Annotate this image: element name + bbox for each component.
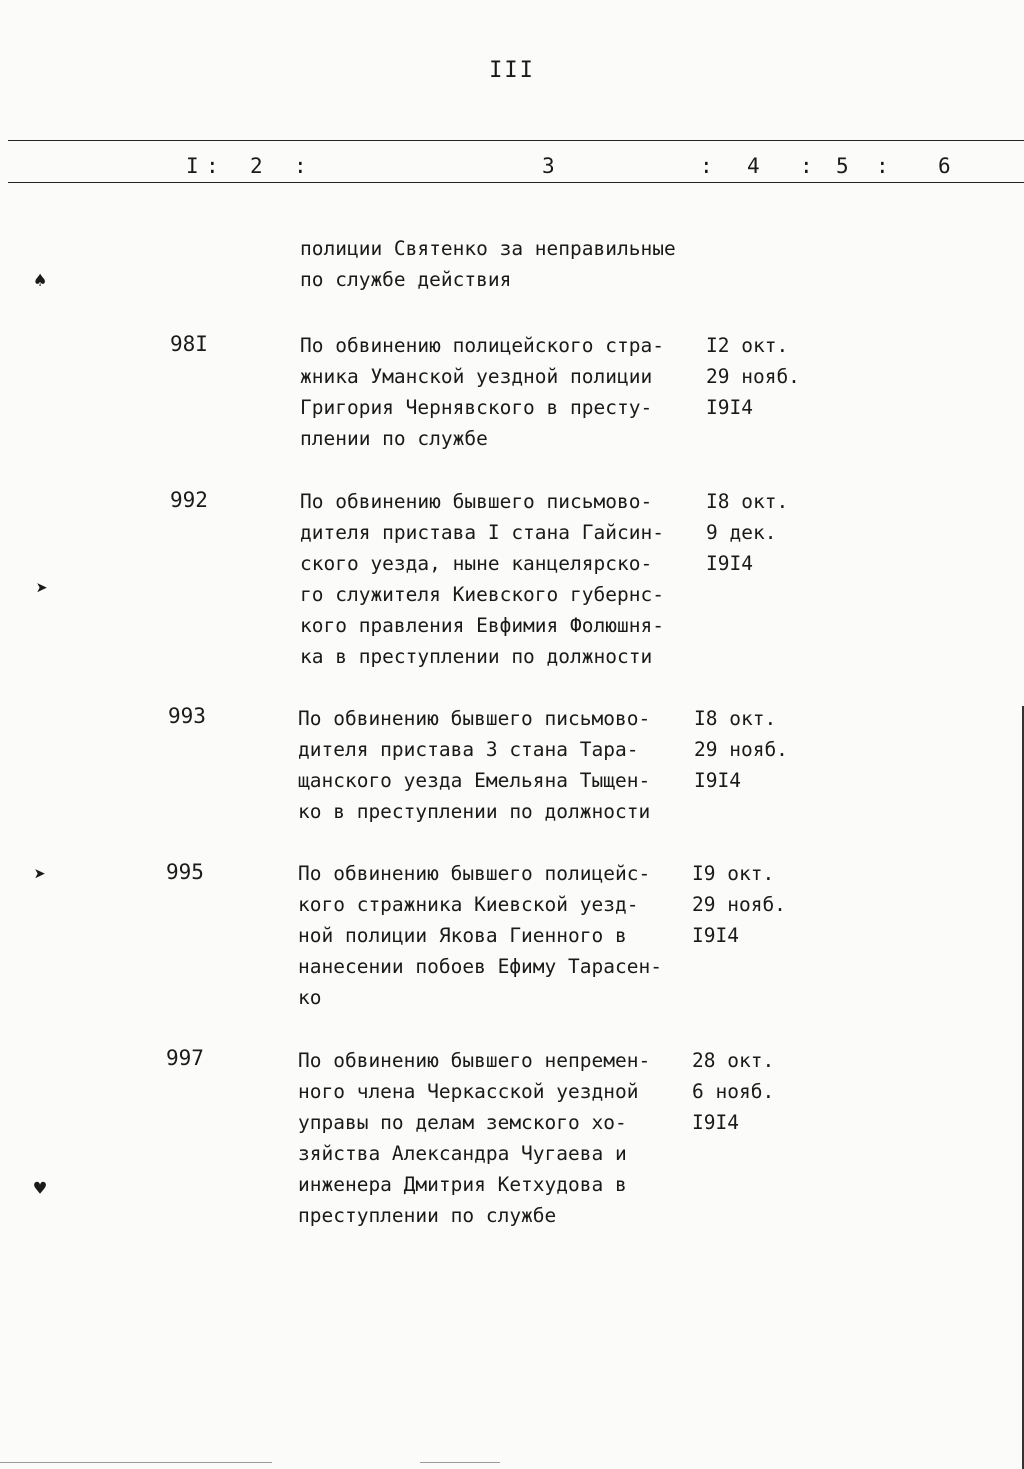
column-header-6: 6 (938, 154, 951, 178)
entry-number: 993 (168, 704, 206, 728)
column-separator: : (206, 154, 219, 178)
entry-number: 98I (170, 332, 208, 356)
binding-hole-mark: ♥ (34, 1176, 47, 1200)
column-header-3: 3 (542, 154, 555, 178)
page-bottom-line (0, 1462, 272, 1463)
binding-hole-mark: ♠ (34, 268, 47, 292)
column-header-2: 2 (250, 154, 263, 178)
column-separator: : (700, 154, 713, 178)
entry-dates: I8 окт. 9 дек. I9I4 (706, 490, 789, 575)
page-bottom-line (420, 1462, 500, 1463)
column-separator: : (800, 154, 813, 178)
column-separator: : (876, 154, 889, 178)
column-header-4: 4 (747, 154, 760, 178)
binding-hole-mark: ➤ (34, 862, 47, 886)
entry-description: полиции Святенко за неправильные по службе действия (300, 237, 676, 291)
entry-dates: I9 окт. 29 нояб. I9I4 (692, 862, 786, 947)
binding-hole-mark: ➤ (36, 576, 49, 600)
entry-description: По обвинению полицейского стра- жника Уманской уездной полиции Григория Чернявского в престу- плении по службе (300, 334, 664, 450)
entry-description: По обвинению бывшего письмово- дителя пристава I стана Гайсин- ского уезда, ныне канцелярско- го служителя Киевского губернс- кого правления Евфимия Фолюшня- ка в преступлении по должности (300, 490, 664, 668)
entry-dates: 28 окт. 6 нояб. I9I4 (692, 1049, 775, 1134)
entry-description: По обвинению бывшего письмово- дителя пристава 3 стана Тара- щанского уезда Емельяна Тыщен- ко в преступлении по должности (298, 707, 651, 823)
column-header-5: 5 (836, 154, 849, 178)
entry-number: 995 (166, 860, 204, 884)
entry-number: 992 (170, 488, 208, 512)
header-rule-bottom (8, 182, 1024, 183)
header-rule-top (8, 140, 1024, 141)
entry-description: По обвинению бывшего непремен- ного члена Черкасской уездной управы по делам земского хо- зяйства Александра Чугаева и инженера Дмитрия Кетхудова в преступлении по службе (298, 1049, 651, 1227)
entry-dates: I2 окт. 29 нояб. I9I4 (706, 334, 800, 419)
entry-number: 997 (166, 1046, 204, 1070)
page-number: III (489, 58, 535, 83)
column-header-1: I (186, 154, 199, 178)
entry-dates: I8 окт. 29 нояб. I9I4 (694, 707, 788, 792)
column-separator: : (294, 154, 307, 178)
entry-description: По обвинению бывшего полицейс- кого стражника Киевской уезд- ной полиции Якова Гиенного в нанесении побоев Ефиму Тарасен- ко (298, 862, 662, 1009)
